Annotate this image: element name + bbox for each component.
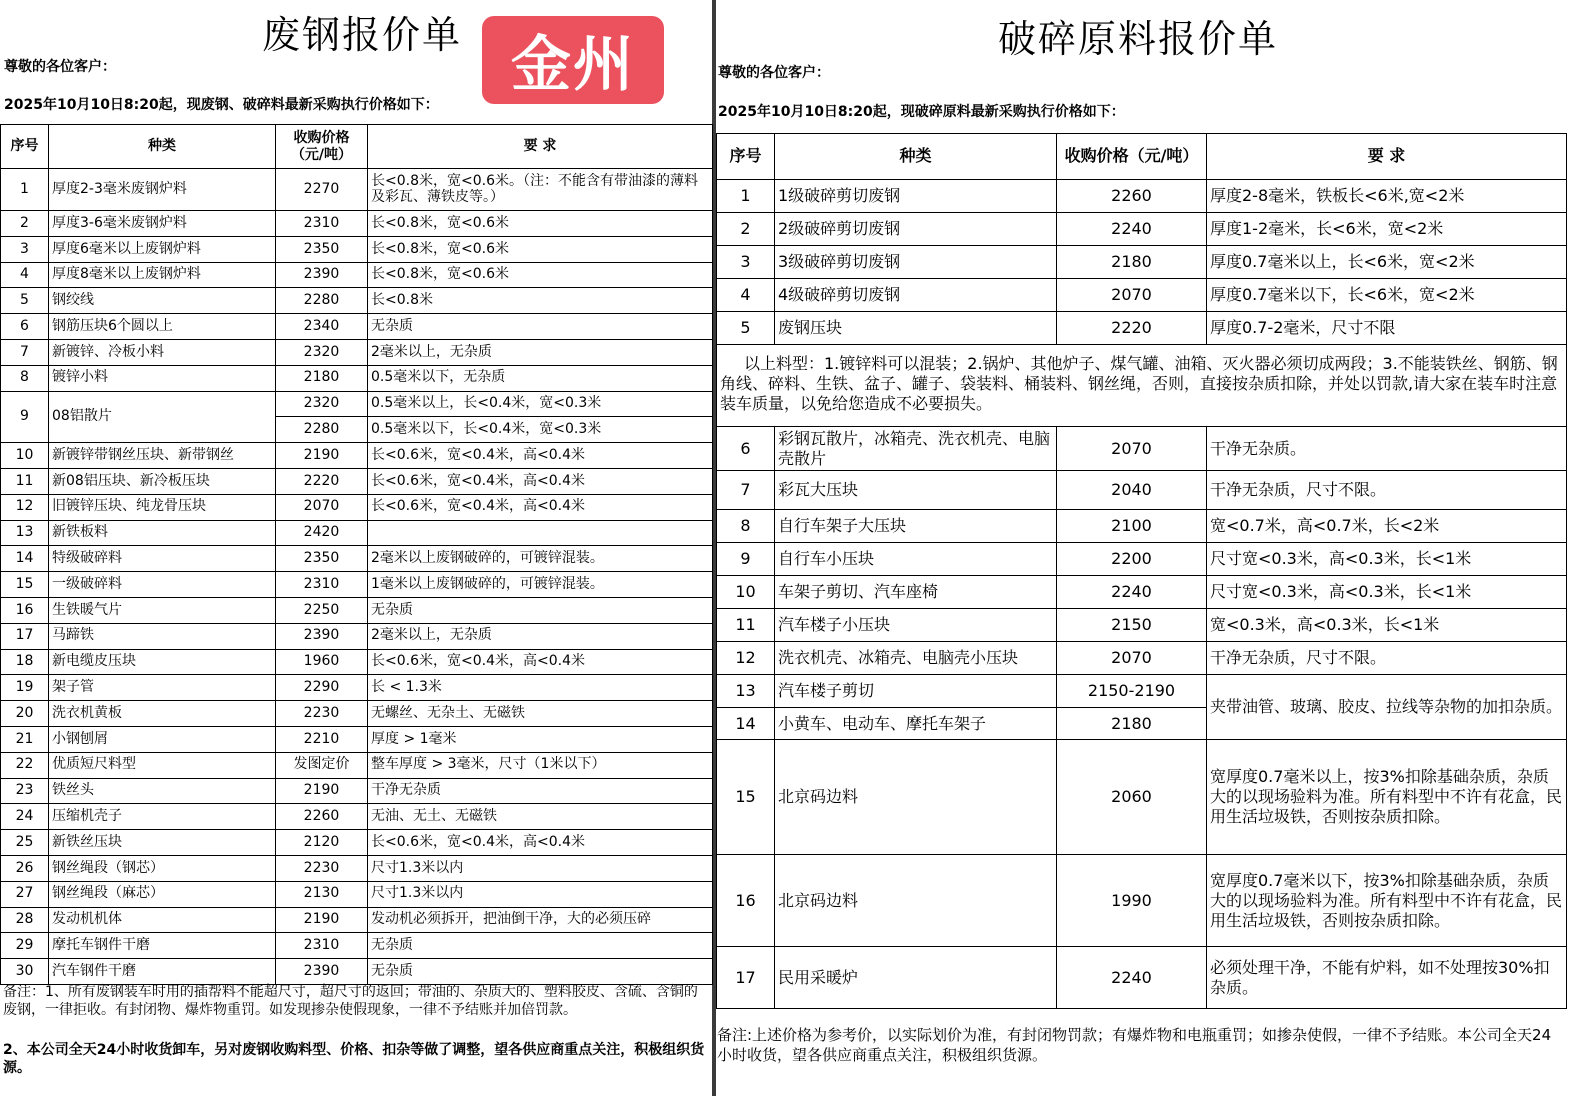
cell-price: 2190 <box>276 907 368 933</box>
cell-price: 2070 <box>1057 427 1207 471</box>
table-row <box>1 959 713 985</box>
table-row <box>717 543 1567 576</box>
cell-no: 15 <box>717 740 775 855</box>
table-row <box>1 933 713 959</box>
left-footnote-1: 备注：1、所有废钢装车时用的插帮料不能超尺寸，超尺寸的返回；带油的、杂质大的、塑料胶皮、含硫、含铜的废钢，一律拒收。有封闭物、爆炸物重罚。如发现掺杂使假现象，一律不予结账并加倍罚款。 <box>3 984 698 1019</box>
cell-no: 30 <box>1 959 49 985</box>
cell-no: 28 <box>1 907 49 933</box>
cell-no: 6 <box>717 427 775 471</box>
table-row <box>1 830 713 856</box>
right-table-body <box>717 180 1567 1009</box>
header-kind: 种类 <box>775 134 1057 180</box>
cell-requirement: 干净无杂质，尺寸不限。 <box>1207 642 1567 675</box>
table-row <box>1 701 713 727</box>
cell-kind: 新镀锌带钢丝压块、新带钢丝 <box>49 443 276 469</box>
cell-price: 2220 <box>1057 312 1207 345</box>
header-kind: 种类 <box>49 125 276 169</box>
cell-price: 2200 <box>1057 543 1207 576</box>
cell-price: 1990 <box>1057 855 1207 947</box>
cell-kind: 新08铝压块、新冷板压块 <box>49 468 276 494</box>
cell-requirement: 干净无杂质，尺寸不限。 <box>1207 471 1567 510</box>
cell-no: 5 <box>1 288 49 314</box>
table-row <box>1 572 713 598</box>
cell-price: 2390 <box>276 959 368 985</box>
cell-kind: 新铁板料 <box>49 520 276 546</box>
table-row <box>717 740 1567 855</box>
cell-requirement: 长<0.6米，宽<0.4米，高<0.4米 <box>368 468 713 494</box>
cell-requirement: 长<0.8米，宽<0.6米。（注：不能含有带油漆的薄料及彩瓦、薄铁皮等。） <box>368 169 713 211</box>
header-requirement: 要 求 <box>368 125 713 169</box>
cell-requirement: 长<0.8米，宽<0.6米 <box>368 211 713 237</box>
header-price: 收购价格（元/吨） <box>276 125 368 169</box>
cell-kind: 4级破碎剪切废钢 <box>775 279 1057 312</box>
cell-price: 2270 <box>276 169 368 211</box>
cell-kind: 镀锌小料 <box>49 365 276 391</box>
cell-kind: 小钢刨屑 <box>49 726 276 752</box>
table-row <box>717 855 1567 947</box>
cell-no: 7 <box>1 339 49 365</box>
cell-no: 8 <box>717 510 775 543</box>
cell-requirement: 长<0.6米，宽<0.4米，高<0.4米 <box>368 830 713 856</box>
cell-requirement: 厚度1-2毫米，长<6米，宽<2米 <box>1207 213 1567 246</box>
cell-requirement: 无油、无土、无磁铁 <box>368 804 713 830</box>
cell-kind: 架子管 <box>49 675 276 701</box>
table-row <box>717 609 1567 642</box>
cell-requirement: 长<0.6米，宽<0.4米，高<0.4米 <box>368 443 713 469</box>
cell-price: 2310 <box>276 211 368 237</box>
cell-price: 2190 <box>276 778 368 804</box>
cell-kind: 车架子剪切、汽车座椅 <box>775 576 1057 609</box>
table-row <box>717 180 1567 213</box>
cell-no: 1 <box>717 180 775 213</box>
cell-kind: 发动机机体 <box>49 907 276 933</box>
cell-kind: 彩钢瓦散片，冰箱壳、洗衣机壳、电脑壳散片 <box>775 427 1057 471</box>
cell-requirement: 0.5毫米以下，无杂质 <box>368 365 713 391</box>
left-table-body <box>1 169 713 985</box>
cell-no: 3 <box>717 246 775 279</box>
cell-kind: 优质短尺料型 <box>49 752 276 778</box>
cell-requirement: 宽厚度0.7毫米以下，按3%扣除基础杂质，杂质大的以现场验料为准。所有料型中不许有花盒，民用生活垃圾铁，否则按杂质扣除。 <box>1207 855 1567 947</box>
table-row <box>1 675 713 701</box>
table-row <box>1 468 713 494</box>
cell-no: 11 <box>1 468 49 494</box>
cell-price: 2350 <box>276 546 368 572</box>
cell-kind: 新电缆皮压块 <box>49 649 276 675</box>
cell-kind: 汽车楼子小压块 <box>775 609 1057 642</box>
cell-kind: 生铁暖气片 <box>49 597 276 623</box>
right-footnote: 备注:上述价格为参考价，以实际划价为准，有封闭物罚款；有爆炸物和电瓶重罚；如掺杂使假，一律不予结账。本公司全天24小时收货，望各供应商重点关注，积极组织货源。 <box>717 1026 1552 1064</box>
cell-no: 3 <box>1 236 49 262</box>
table-row <box>1 778 713 804</box>
cell-kind: 新镀锌、冷板小料 <box>49 339 276 365</box>
cell-price: 2420 <box>276 520 368 546</box>
table-row <box>717 345 1567 427</box>
cell-kind: 自行车架子大压块 <box>775 510 1057 543</box>
header-no: 序号 <box>717 134 775 180</box>
cell-no: 17 <box>717 947 775 1009</box>
cell-no: 22 <box>1 752 49 778</box>
cell-no: 13 <box>1 520 49 546</box>
cell-no: 2 <box>1 211 49 237</box>
cell-no: 15 <box>1 572 49 598</box>
table-row <box>717 213 1567 246</box>
cell-no: 13 <box>717 675 775 708</box>
cell-kind: 3级破碎剪切废钢 <box>775 246 1057 279</box>
scrap-steel-price-sheet <box>0 0 714 1096</box>
cell-kind: 厚度3-6毫米废钢炉料 <box>49 211 276 237</box>
table-row <box>717 471 1567 510</box>
cell-requirement: 无螺丝、无杂土、无磁铁 <box>368 701 713 727</box>
cell-no: 6 <box>1 314 49 340</box>
cell-requirement: 宽<0.3米，高<0.3米，长<1米 <box>1207 609 1567 642</box>
cell-kind: 厚度8毫米以上废钢炉料 <box>49 262 276 288</box>
table-row <box>1 339 713 365</box>
left-price-table <box>0 124 713 985</box>
cell-no: 7 <box>717 471 775 510</box>
cell-no: 27 <box>1 881 49 907</box>
cell-price: 2180 <box>276 365 368 391</box>
cell-no: 8 <box>1 365 49 391</box>
cell-price: 2070 <box>1057 279 1207 312</box>
cell-no: 12 <box>717 642 775 675</box>
cell-kind: 北京码边料 <box>775 855 1057 947</box>
cell-kind: 废钢压块 <box>775 312 1057 345</box>
cell-kind: 钢丝绳段（麻芯） <box>49 881 276 907</box>
table-row <box>1 262 713 288</box>
cell-requirement: 1毫米以上废钢破碎的，可镀锌混装。 <box>368 572 713 598</box>
cell-requirement: 长 < 1.3米 <box>368 675 713 701</box>
cell-no: 12 <box>1 494 49 520</box>
cell-requirement: 干净无杂质 <box>368 778 713 804</box>
cell-no: 14 <box>1 546 49 572</box>
cell-requirement: 0.5毫米以上，长<0.4米，宽<0.3米 <box>368 391 713 417</box>
cell-no: 16 <box>1 597 49 623</box>
cell-requirement: 无杂质 <box>368 933 713 959</box>
cell-kind: 彩瓦大压块 <box>775 471 1057 510</box>
table-row <box>1 288 713 314</box>
cell-no: 9 <box>717 543 775 576</box>
table-row <box>717 312 1567 345</box>
table-row <box>717 279 1567 312</box>
table-row <box>717 675 1567 708</box>
cell-kind: 压缩机壳子 <box>49 804 276 830</box>
cell-price: 2260 <box>276 804 368 830</box>
cell-price: 2290 <box>276 675 368 701</box>
material-rules-text: 以上料型：1.镀锌料可以混装；2.锅炉、其他炉子、煤气罐、油箱、灭火器必须切成两段；3.不能装铁丝、钢筋、钢角线、碎料、生铁、盆子、罐子、袋装料、桶装料、钢丝绳，否则，直接按杂质扣除，并处以罚款,请大家在装车时注意装车质量，以免给您造成不必要损失。 <box>720 353 1558 413</box>
cell-price: 2120 <box>276 830 368 856</box>
table-row <box>1 623 713 649</box>
cell-kind: 特级破碎料 <box>49 546 276 572</box>
left-title: 废钢报价单 <box>262 13 463 57</box>
table-row <box>1 236 713 262</box>
cell-price: 2350 <box>276 236 368 262</box>
cell-requirement: 无杂质 <box>368 597 713 623</box>
table-row <box>1 752 713 778</box>
cell-kind: 旧镀锌压块、纯龙骨压块 <box>49 494 276 520</box>
right-notice: 2025年10月10日8:20起，现破碎原料最新采购执行价格如下： <box>718 104 1125 120</box>
cell-no: 5 <box>717 312 775 345</box>
left-footnote-2: 2、本公司全天24小时收货卸车，另对废钢收购料型、价格、扣杂等做了调整，望各供应商重点关注，积极组织货源。 <box>3 1042 705 1077</box>
right-price-table <box>716 133 1567 1009</box>
cell-price: 2320 <box>276 391 368 417</box>
left-salutation: 尊敬的各位客户： <box>4 59 116 75</box>
cell-kind: 汽车楼子剪切 <box>775 675 1057 708</box>
cell-price: 2240 <box>1057 576 1207 609</box>
cell-no: 24 <box>1 804 49 830</box>
cell-requirement: 尺寸宽<0.3米，高<0.3米，长<1米 <box>1207 576 1567 609</box>
cell-price: 1960 <box>276 649 368 675</box>
cell-price: 2180 <box>1057 708 1207 740</box>
table-row <box>717 642 1567 675</box>
table-row <box>1 804 713 830</box>
cell-kind: 小黄车、电动车、摩托车架子 <box>775 708 1057 740</box>
cell-kind: 汽车钢件干磨 <box>49 959 276 985</box>
cell-requirement: 0.5毫米以下，长<0.4米，宽<0.3米 <box>368 417 713 443</box>
cell-kind: 洗衣机黄板 <box>49 701 276 727</box>
cell-kind: 08铝散片 <box>49 391 276 443</box>
cell-no: 10 <box>1 443 49 469</box>
cell-kind: 钢丝绳段（钢芯） <box>49 855 276 881</box>
cell-price: 2390 <box>276 623 368 649</box>
table-row <box>1 726 713 752</box>
cell-requirement: 尺寸宽<0.3米，高<0.3米，长<1米 <box>1207 543 1567 576</box>
cell-price: 2190 <box>276 443 368 469</box>
table-row <box>1 855 713 881</box>
cell-price: 2260 <box>1057 180 1207 213</box>
cell-no: 25 <box>1 830 49 856</box>
cell-requirement: 2毫米以上，无杂质 <box>368 623 713 649</box>
cell-no: 10 <box>717 576 775 609</box>
cell-no: 29 <box>1 933 49 959</box>
cell-price: 2210 <box>276 726 368 752</box>
right-title: 破碎原料报价单 <box>998 17 1279 61</box>
table-row <box>1 520 713 546</box>
cell-requirement: 无杂质 <box>368 314 713 340</box>
cell-price: 2060 <box>1057 740 1207 855</box>
cell-price: 2240 <box>1057 213 1207 246</box>
location-badge: 金州 <box>482 16 664 104</box>
table-row <box>717 947 1567 1009</box>
cell-price: 2390 <box>276 262 368 288</box>
cell-no: 18 <box>1 649 49 675</box>
table-row <box>717 510 1567 543</box>
cell-price: 2280 <box>276 417 368 443</box>
header-requirement: 要 求 <box>1207 134 1567 180</box>
cell-no: 16 <box>717 855 775 947</box>
table-row <box>1 365 713 391</box>
cell-kind: 民用采暖炉 <box>775 947 1057 1009</box>
cell-no: 23 <box>1 778 49 804</box>
cell-requirement: 厚度2-8毫米，铁板长<6米,宽<2米 <box>1207 180 1567 213</box>
cell-requirement: 发动机必须拆开，把油倒干净，大的必须压碎 <box>368 907 713 933</box>
cell-kind: 洗衣机壳、冰箱壳、电脑壳小压块 <box>775 642 1057 675</box>
table-row <box>1 391 713 417</box>
cell-requirement: 长<0.8米 <box>368 288 713 314</box>
table-row <box>1 881 713 907</box>
cell-requirement <box>368 520 713 546</box>
cell-price: 2280 <box>276 288 368 314</box>
cell-price: 2320 <box>276 339 368 365</box>
cell-no: 9 <box>1 391 49 443</box>
cell-price: 2250 <box>276 597 368 623</box>
crushed-material-price-sheet <box>716 0 1584 1096</box>
cell-kind: 1级破碎剪切废钢 <box>775 180 1057 213</box>
cell-kind: 马蹄铁 <box>49 623 276 649</box>
table-row <box>1 169 713 211</box>
cell-kind: 自行车小压块 <box>775 543 1057 576</box>
cell-requirement: 厚度0.7毫米以下，长<6米，宽<2米 <box>1207 279 1567 312</box>
cell-requirement: 无杂质 <box>368 959 713 985</box>
cell-price: 2130 <box>276 881 368 907</box>
cell-kind: 厚度2-3毫米废钢炉料 <box>49 169 276 211</box>
cell-price: 2340 <box>276 314 368 340</box>
left-notice: 2025年10月10日8:20起，现废钢、破碎料最新采购执行价格如下： <box>4 97 439 113</box>
cell-requirement: 厚度0.7-2毫米，尺寸不限 <box>1207 312 1567 345</box>
cell-requirement: 夹带油管、玻璃、胶皮、拉线等杂物的加扣杂质。 <box>1207 675 1567 740</box>
cell-no: 26 <box>1 855 49 881</box>
table-row <box>717 576 1567 609</box>
cell-kind: 铁丝头 <box>49 778 276 804</box>
table-row <box>1 546 713 572</box>
cell-kind: 新铁丝压块 <box>49 830 276 856</box>
cell-requirement: 干净无杂质。 <box>1207 427 1567 471</box>
cell-requirement: 长<0.8米，宽<0.6米 <box>368 236 713 262</box>
cell-price: 2040 <box>1057 471 1207 510</box>
table-row <box>1 211 713 237</box>
cell-requirement: 长<0.8米，宽<0.6米 <box>368 262 713 288</box>
cell-no: 1 <box>1 169 49 211</box>
cell-price: 2240 <box>1057 947 1207 1009</box>
cell-requirement: 尺寸1.3米以内 <box>368 855 713 881</box>
material-rules-note <box>717 345 1567 427</box>
cell-kind: 钢筋压块6个圆以上 <box>49 314 276 340</box>
cell-requirement: 厚度0.7毫米以上，长<6米，宽<2米 <box>1207 246 1567 279</box>
cell-requirement: 宽<0.7米，高<0.7米，长<2米 <box>1207 510 1567 543</box>
cell-price: 2220 <box>276 468 368 494</box>
cell-no: 19 <box>1 675 49 701</box>
cell-price: 2180 <box>1057 246 1207 279</box>
table-row <box>1 314 713 340</box>
cell-requirement: 厚度 > 1毫米 <box>368 726 713 752</box>
cell-kind: 钢绞线 <box>49 288 276 314</box>
cell-no: 4 <box>1 262 49 288</box>
cell-price: 2310 <box>276 572 368 598</box>
cell-price: 2070 <box>1057 642 1207 675</box>
cell-price: 2230 <box>276 701 368 727</box>
cell-no: 4 <box>717 279 775 312</box>
cell-no: 14 <box>717 708 775 740</box>
cell-price: 2230 <box>276 855 368 881</box>
cell-kind: 摩托车钢件干磨 <box>49 933 276 959</box>
cell-kind: 北京码边料 <box>775 740 1057 855</box>
cell-kind: 2级破碎剪切废钢 <box>775 213 1057 246</box>
cell-no: 11 <box>717 609 775 642</box>
table-row <box>1 597 713 623</box>
cell-price: 2100 <box>1057 510 1207 543</box>
header-price: 收购价格（元/吨） <box>1057 134 1207 180</box>
header-no: 序号 <box>1 125 49 169</box>
cell-requirement: 长<0.6米，宽<0.4米，高<0.4米 <box>368 494 713 520</box>
cell-no: 20 <box>1 701 49 727</box>
cell-kind: 厚度6毫米以上废钢炉料 <box>49 236 276 262</box>
cell-no: 17 <box>1 623 49 649</box>
cell-price: 发图定价 <box>276 752 368 778</box>
table-row <box>717 246 1567 279</box>
table-row <box>1 443 713 469</box>
cell-price: 2070 <box>276 494 368 520</box>
cell-requirement: 2毫米以上废钢破碎的，可镀锌混装。 <box>368 546 713 572</box>
cell-requirement: 长<0.6米，宽<0.4米，高<0.4米 <box>368 649 713 675</box>
cell-requirement: 必须处理干净，不能有炉料，如不处理按30%扣杂质。 <box>1207 947 1567 1009</box>
table-row <box>1 649 713 675</box>
right-salutation: 尊敬的各位客户： <box>718 65 830 81</box>
table-row <box>717 427 1567 471</box>
cell-price: 2310 <box>276 933 368 959</box>
cell-requirement: 整车厚度 > 3毫米，尺寸（1米以下） <box>368 752 713 778</box>
cell-no: 2 <box>717 213 775 246</box>
cell-price: 2150 <box>1057 609 1207 642</box>
cell-requirement: 宽厚度0.7毫米以上，按3%扣除基础杂质，杂质大的以现场验料为准。所有料型中不许有花盒，民用生活垃圾铁，否则按杂质扣除。 <box>1207 740 1567 855</box>
table-row <box>1 907 713 933</box>
cell-no: 21 <box>1 726 49 752</box>
cell-kind: 一级破碎料 <box>49 572 276 598</box>
table-row <box>1 494 713 520</box>
cell-price: 2150-2190 <box>1057 675 1207 708</box>
cell-requirement: 尺寸1.3米以内 <box>368 881 713 907</box>
cell-requirement: 2毫米以上，无杂质 <box>368 339 713 365</box>
